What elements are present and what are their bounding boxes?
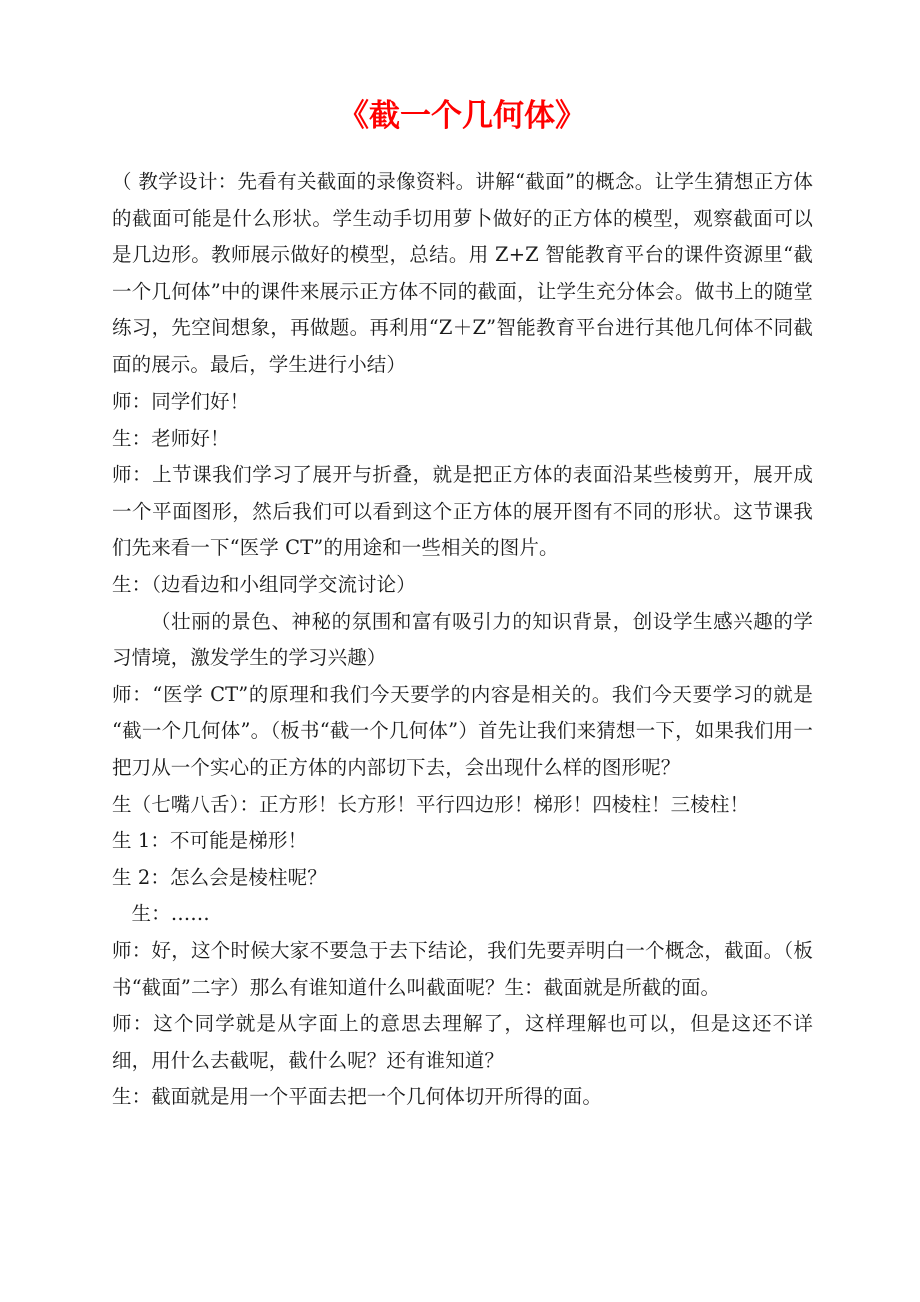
- intro-paragraph: （ 教学设计：先看有关截面的录像资料。讲解“截面”的概念。让学生猜想正方体的截面可能是什么形状。学生动手切用萝卜做好的正方体的模型，观察截面可以是几边形。教师展示做好的模型，总结。用 Z+Z 智能教育平台的课件资源里“截一个几何体”中的课件来展示正方体不同的截面，让学生充分体会。做书上的随堂练习，先空间想象，再做题。再利用“Z＋Z”智能教育平台进行其他几何体不同截面的展示。最后，学生进行小结）: [112, 170, 813, 376]
- dialogue-line: 师：好，这个时候大家不要急于去下结论，我们先要弄明白一个概念，截面。（板书“截面”二字）那么有谁知道什么叫截面呢？生：截面就是所截的面。: [112, 938, 813, 999]
- dialogue-line: 生：……: [131, 902, 210, 926]
- dialogue-line: 生：截面就是用一个平面去把一个几何体切开所得的面。: [112, 1085, 603, 1109]
- dialogue-line: 生：老师好！: [112, 426, 230, 450]
- dialogue-line: 师：上节课我们学习了展开与折叠，就是把正方体的表面沿某些棱剪开，展开成一个平面图形，然后我们可以看到这个正方体的展开图有不同的形状。这节课我们先来看一下“医学 CT”的用途和一些相关的图片。: [112, 463, 813, 560]
- dialogue-line: 生 2：怎么会是棱柱呢？: [112, 865, 327, 889]
- intro-section: [112, 164, 813, 384]
- dialogue-section: [112, 384, 813, 1116]
- dialogue-line: 师：“医学 CT”的原理和我们今天要学的内容是相关的。我们今天要学习的就是“截一个几何体”。（板书“截一个几何体”）首先让我们来猜想一下，如果我们用一把刀从一个实心的正方体的内部切下去，会出现什么样的图形呢？: [112, 682, 813, 779]
- dialogue-aside: （壮丽的景色、神秘的氛围和富有吸引力的知识背景，创设学生感兴趣的学习情境，激发学生的学习兴趣）: [112, 609, 813, 670]
- dialogue-line: 生：（边看边和小组同学交流讨论）: [112, 572, 416, 596]
- dialogue-line: 师：同学们好！: [112, 390, 250, 413]
- dialogue-line: 生 1：不可能是梯形！: [112, 829, 308, 853]
- dialogue-line: 生（七嘴八舌）：正方形！长方形！平行四边形！梯形！四棱柱！三棱柱！: [112, 792, 750, 816]
- dialogue-line: 师：这个同学就是从字面上的意思去理解了，这样理解也可以，但是这还不详细，用什么去截呢，截什么呢？还有谁知道？: [112, 1012, 813, 1072]
- page-title: 《截一个几何体》: [338, 98, 586, 134]
